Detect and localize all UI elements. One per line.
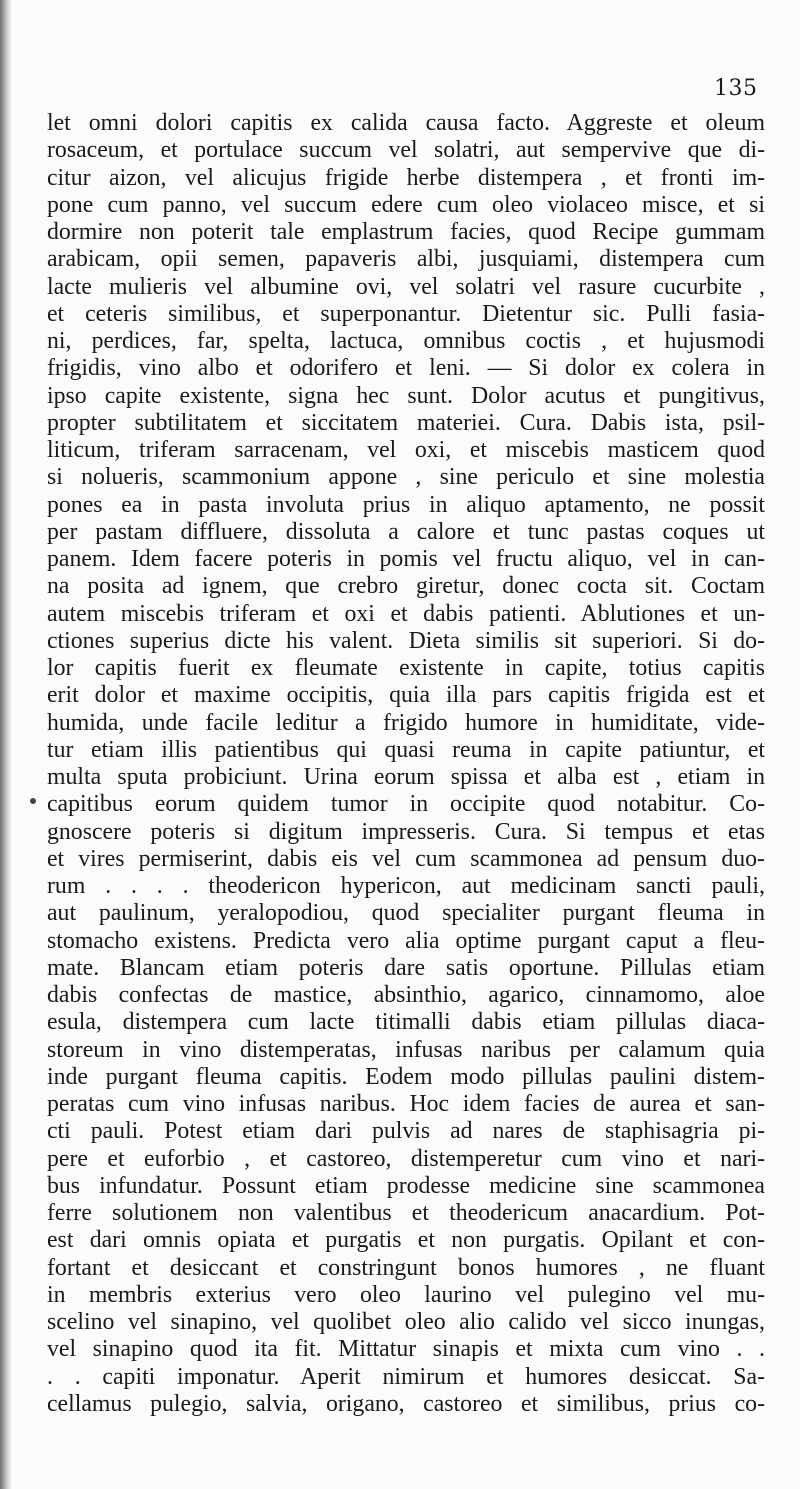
text-line: frigidis, vino albo et odorifero et leni. — Si dolor ex colera in — [47, 355, 765, 382]
text-line: tur etiam illis patientibus qui quasi reuma in capite patiuntur, et — [47, 736, 765, 763]
text-line: propter subtilitatem et siccitatem materiei. Cura. Dabis ista, psil- — [47, 409, 765, 436]
text-line: capitibus eorum quidem tumor in occipite quod notabitur. Co- — [47, 791, 765, 818]
text-line: lacte mulieris vel albumine ovi, vel solatri vel rasure cucurbite , — [47, 273, 765, 300]
text-line: bus infundatur. Possunt etiam prodesse medicine sine scammonea — [47, 1172, 765, 1199]
text-line: na posita ad ignem, que crebro giretur, donec cocta sit. Coctam — [47, 573, 765, 600]
text-line: pere et euforbio , et castoreo, distemperetur cum vino et nari- — [47, 1145, 765, 1172]
text-line: stomacho existens. Predicta vero alia optime purgant caput a fleu- — [47, 927, 765, 954]
text-line: fortant et desiccant et constringunt bonos humores , ne fluant — [47, 1254, 765, 1281]
text-line: panem. Idem facere poteris in pomis vel fructu aliquo, vel in can- — [47, 546, 765, 572]
text-line: arabicam, opii semen, papaveris albi, jusquiami, distempera cum — [47, 246, 765, 273]
text-line: et ceteris similibus, et superponantur. Dietentur sic. Pulli fasia- — [47, 300, 765, 327]
text-line: let omni dolori capitis ex calida causa facto. Aggreste et oleum — [47, 110, 765, 136]
margin-mark — [30, 798, 36, 804]
text-line: storeum in vino distemperatas, infusas naribus per calamum quia — [47, 1036, 765, 1063]
text-line: gnoscere poteris si digitum impresseris. Cura. Si tempus et etas — [47, 818, 765, 845]
text-line: est dari omnis opiata et purgatis et non purgatis. Opilant et con- — [47, 1227, 765, 1254]
text-line: dabis confectas de mastice, absinthio, agarico, cinnamomo, aloe — [47, 982, 765, 1008]
text-line: dormire non poterit tale emplastrum facies, quod Recipe gummam — [47, 219, 765, 245]
text-line: aut paulinum, yeralopodiou, quod specialiter purgant fleuma in — [47, 900, 765, 927]
text-line: humida, unde facile leditur a frigido humore in humiditate, vide- — [47, 709, 765, 736]
text-line: ferre solutionem non valentibus et theodericum anacardium. Pot- — [47, 1200, 765, 1226]
text-line: erit dolor et maxime occipitis, quia illa pars capitis frigida est et — [47, 682, 765, 709]
text-line: si nolueris, scammonium appone , sine periculo et sine molestia — [47, 464, 765, 491]
page-edge-shadow — [0, 0, 12, 1489]
text-line: per pastam diffluere, dissoluta a calore et tunc pastas coques ut — [47, 518, 765, 545]
text-line: vel sinapino quod ita fit. Mittatur sinapis et mixta cum vino . . — [47, 1336, 765, 1363]
text-line: lor capitis fuerit ex fleumate existente in capite, totius capitis — [47, 655, 765, 681]
text-line: multa sputa probiciunt. Urina eorum spissa et alba est , etiam in — [47, 764, 765, 790]
text-line: in membris exterius vero oleo laurino vel pulegino vel mu- — [47, 1281, 765, 1308]
text-line: ipso capite existente, signa hec sunt. Dolor acutus et pungitivus, — [47, 382, 765, 409]
text-line: esula, distempera cum lacte titimalli dabis etiam pillulas diaca- — [47, 1009, 765, 1036]
body-text — [47, 110, 765, 1418]
text-line: ctiones superius dicte his valent. Dieta similis sit superiori. Si do- — [47, 627, 765, 654]
text-line: mate. Blancam etiam poteris dare satis oportune. Pillulas etiam — [47, 954, 765, 981]
text-line: pone cum panno, vel succum edere cum oleo violaceo misce, et si — [47, 191, 765, 218]
text-line: autem miscebis triferam et oxi et dabis patienti. Ablutiones et un- — [47, 600, 765, 627]
text-line: cti pauli. Potest etiam dari pulvis ad nares de staphisagria pi- — [47, 1118, 765, 1145]
text-line: scelino vel sinapino, vel quolibet oleo alio calido vel sicco inungas, — [47, 1309, 765, 1335]
text-line: et vires permiserint, dabis eis vel cum scammonea ad pensum duo- — [47, 845, 765, 872]
text-line: rum . . . . theodericon hypericon, aut medicinam sancti pauli, — [47, 873, 765, 899]
text-line: cellamus pulegio, salvia, origano, castoreo et similibus, prius co- — [47, 1390, 765, 1417]
text-line: rosaceum, et portulace succum vel solatri, aut sempervive que di- — [47, 137, 765, 164]
text-line: . . capiti imponatur. Aperit nimirum et humores desiccat. Sa- — [47, 1363, 765, 1390]
page-number: 135 — [714, 76, 758, 101]
text-line: citur aizon, vel alicujus frigide herbe distempera , et fronti im- — [47, 164, 765, 191]
text-line: peratas cum vino infusas naribus. Hoc idem facies de aurea et san- — [47, 1091, 765, 1117]
text-line: pones ea in pasta involuta prius in aliquo aptamento, ne possit — [47, 491, 765, 518]
text-line: ni, perdices, far, spelta, lactuca, omnibus coctis , et hujusmodi — [47, 328, 765, 354]
text-line: inde purgant fleuma capitis. Eodem modo pillulas paulini distem- — [47, 1063, 765, 1090]
text-line: liticum, triferam sarracenam, vel oxi, et miscebis masticem quod — [47, 437, 765, 463]
